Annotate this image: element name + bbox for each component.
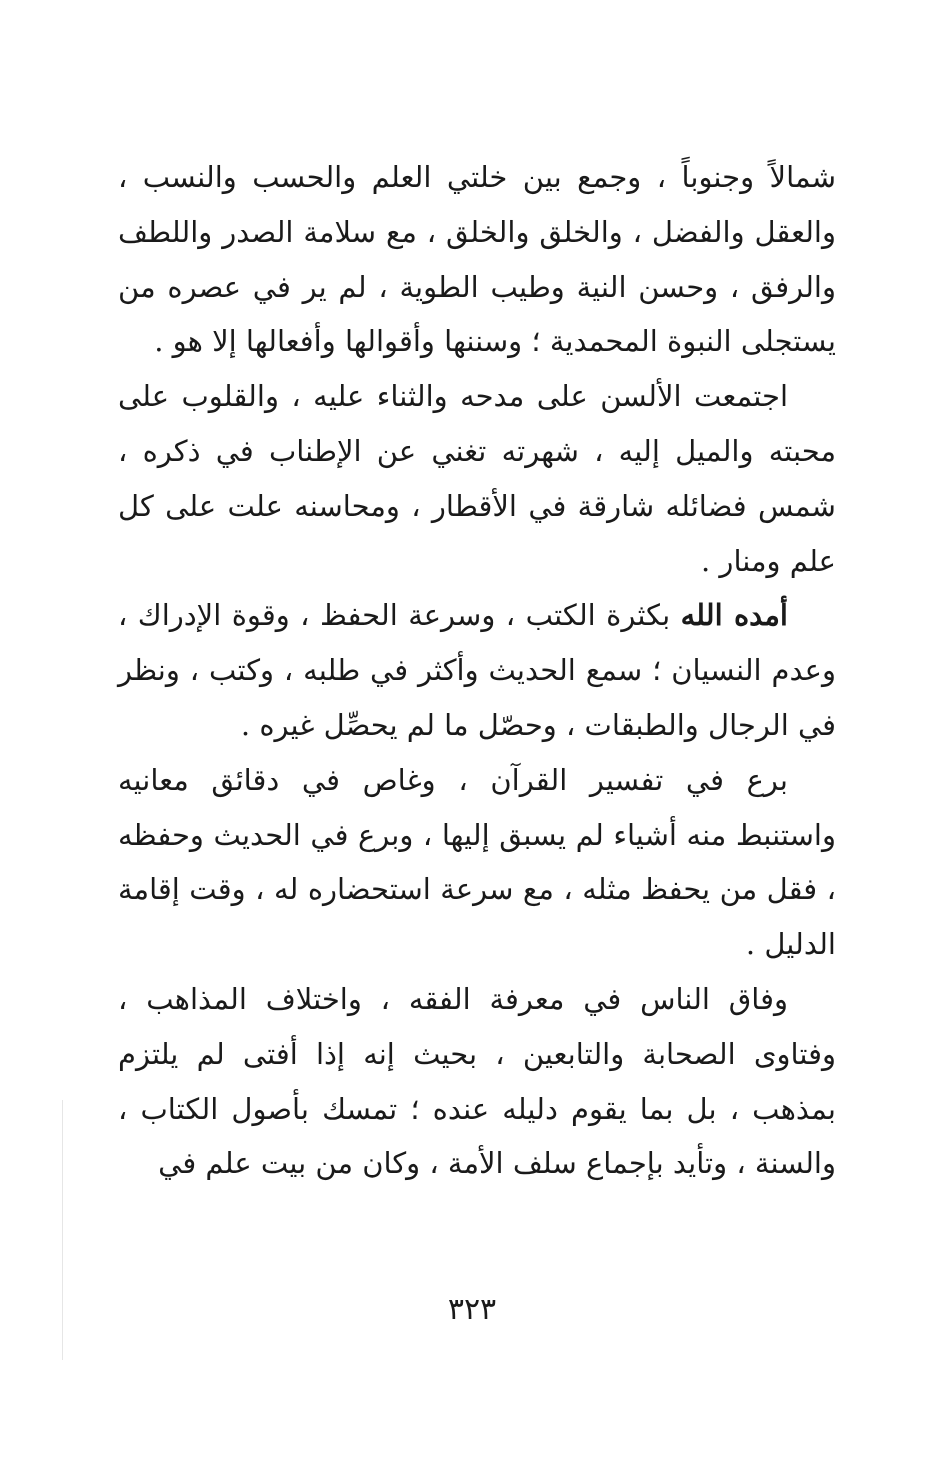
paragraph-4 xyxy=(118,753,836,972)
paragraph-text: بكثرة الكتب ، وسرعة الحفظ ، وقوة الإدراك ، وعدم النسيان ؛ سمع الحديث وأكثر في طلبه ، وكتب ، ونظر في الرجال والطبقات ، وحصّل ما لم يحصِّل غيره . xyxy=(118,598,836,742)
paragraph-text: برع في تفسير القرآن ، وغاص في دقائق معانيه واستنبط منه أشياء لم يسبق إليها ، وبرع في الحديث وحفظه ، فقل من يحفظ مثله ، مع سرعة استحضاره له ، وقت إقامة الدليل . xyxy=(118,762,836,962)
paragraph-2 xyxy=(118,369,836,588)
paragraph-text: شمالاً وجنوباً ، وجمع بين خلتي العلم والحسب والنسب ، والعقل والفضل ، والخلق والخلق ، مع سلامة الصدر واللطف والرفق ، وحسن النية وطيب الطوية ، لم ير في عصره من يستجلى النبوة المحمدية ؛ وسننها وأقوالها وأفعالها إلا هو . xyxy=(118,160,836,359)
paragraph-1 xyxy=(118,150,836,369)
paragraph-text: وفاق الناس في معرفة الفقه ، واختلاف المذاهب ، وفتاوى الصحابة والتابعين ، بحيث إنه إذا أفتى لم يلتزم بمذهب ، بل بما يقوم دليله عنده ؛ تمسك بأصول الكتاب ، والسنة ، وتأيد بإجماع سلف الأمة ، وكان من بيت علم في xyxy=(118,981,836,1181)
paragraph-5 xyxy=(118,972,836,1191)
paragraph-lead: أمده الله xyxy=(680,598,788,633)
page-number: ٣٢٣ xyxy=(447,1292,497,1327)
paragraph-3 xyxy=(118,588,836,752)
paragraph-text: اجتمعت الألسن على مدحه والثناء عليه ، والقلوب على محبته والميل إليه ، شهرته تغني عن الإطناب في ذكره ، شمس فضائله شارقة في الأقطار ، ومحاسنه علت على كل علم ومنار . xyxy=(118,379,836,578)
body-text xyxy=(118,150,836,1191)
page-edge-shadow xyxy=(62,1100,63,1360)
